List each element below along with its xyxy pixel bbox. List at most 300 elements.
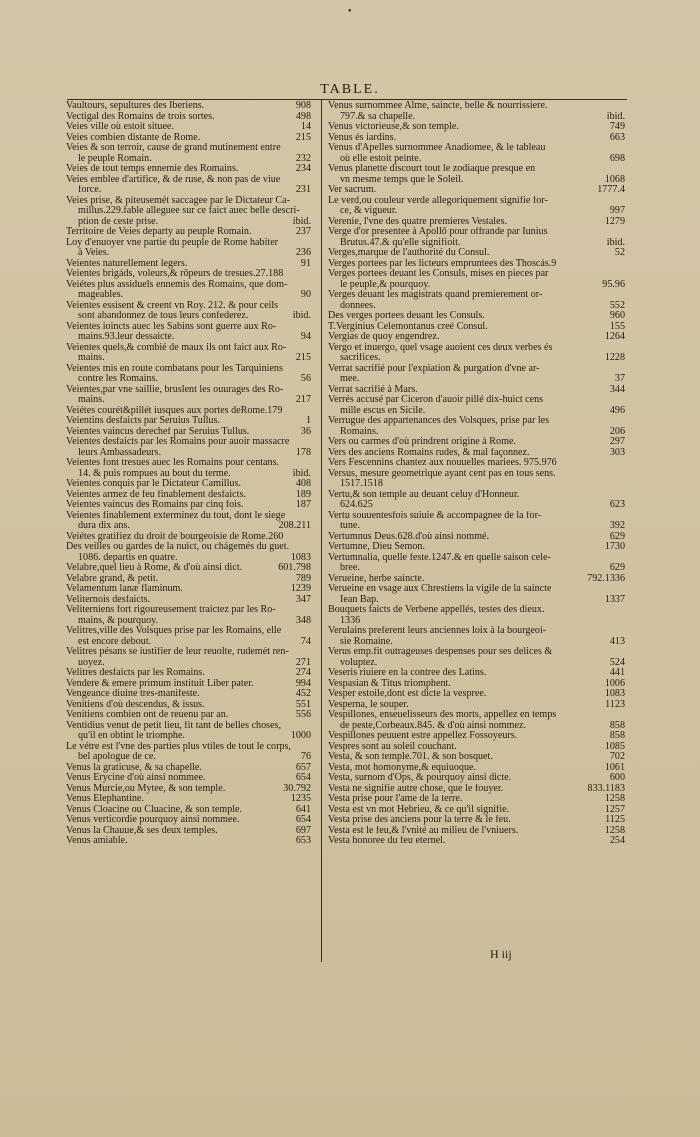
entry-line (328, 500, 625, 511)
entry-text: sacrifices. (340, 353, 381, 363)
entry-line (328, 311, 625, 322)
entry-text: Veientes,par vne saillie, bruslent les ouurages des Ro- (66, 384, 284, 395)
index-entry (66, 101, 311, 112)
entry-text: T.Verginius Celemontanus creé Consul. (328, 321, 488, 332)
entry-line (66, 563, 311, 574)
page-reference: 91 (300, 258, 311, 269)
entry-text: Veientins desfaicts par Seruius Tullus. (66, 416, 220, 426)
entry-text: Vergias de quoy engendrez. (328, 332, 440, 342)
page-reference: 997 (609, 206, 625, 216)
entry-text: où elle estoit peinte. (340, 153, 422, 164)
signature-mark: H iij (490, 947, 512, 961)
page-reference: 1235 (290, 794, 311, 804)
entry-text: vn mesme temps que le Soleil. (340, 174, 464, 185)
entry-line (66, 584, 311, 595)
entry-text: Veientes armez de feu finablement desfaicts. (66, 489, 246, 500)
page-reference: 1777.4 (597, 185, 625, 195)
page-reference: 858 (609, 720, 625, 731)
entry-text: Verenie, l'vne des quatre premieres Vestales. (328, 216, 508, 227)
entry-line (66, 227, 311, 238)
entry-text: sont abandonnez de tous leurs confederez. (78, 311, 249, 321)
page-reference: 994 (295, 678, 311, 689)
index-entry (66, 605, 311, 626)
entry-line (66, 374, 311, 385)
entry-text: Vesta prise des anciens pour la terre & le feu. (328, 815, 511, 825)
page-reference: 654 (295, 815, 311, 825)
index-entry (66, 143, 311, 164)
index-entry (66, 227, 311, 238)
entry-text: Venus la Chauue,& ses deux temples. (66, 825, 218, 836)
index-entry (66, 574, 311, 585)
page-reference: 1125 (605, 815, 625, 825)
page-reference: 208.211 (278, 521, 311, 531)
entry-text: Venitiens combien ont de reuenu par an. (66, 710, 229, 720)
index-entry (66, 112, 311, 123)
entry-text: Vectigal des Romains de trois sortes. (66, 111, 215, 122)
index-entry (66, 458, 311, 479)
page-reference: 1264 (604, 332, 625, 342)
entry-text: force. (78, 185, 102, 195)
index-entry (328, 196, 625, 217)
index-entry (328, 668, 625, 679)
entry-text: Vesta est le feu,& l'vnité au milieu de l'vniuers. (328, 825, 519, 836)
entry-line (328, 406, 625, 417)
page-reference: 496 (609, 405, 625, 416)
page-reference: 271 (295, 657, 311, 668)
entry-text: Versus, mesure geometrique ayant cent pas en tous sens. (328, 468, 556, 479)
entry-line (66, 364, 311, 375)
page-reference: 1123 (605, 699, 625, 710)
index-entry (66, 532, 311, 543)
entry-line (328, 196, 625, 207)
entry-text: Veientes finablement exterminez du tout, dont le siege (66, 510, 286, 521)
index-entry (66, 805, 311, 816)
entry-text: qu'il en obtint le triomphe. (78, 731, 185, 741)
entry-line (66, 185, 311, 196)
entry-text: Vesta prise pour l'ame de la terre. (328, 794, 463, 804)
column-divider (321, 100, 322, 962)
entry-line (66, 815, 311, 826)
entry-text: Venus Elephantine. (66, 794, 144, 804)
index-entry (66, 836, 311, 847)
entry-line (328, 122, 625, 133)
entry-text: Brutus.47.& qu'elle signifioit. (340, 237, 461, 248)
entry-line (66, 353, 311, 364)
entry-line (66, 511, 311, 522)
entry-text: Des verges portees deuant les Consuls. (328, 311, 485, 321)
page-reference: 858 (609, 731, 625, 741)
index-entry (328, 763, 625, 774)
index-entry (66, 700, 311, 711)
index-entry (66, 343, 311, 364)
index-entry (328, 332, 625, 343)
entry-text: Ver sacrum. (328, 185, 377, 195)
entry-line (66, 763, 311, 774)
entry-line (66, 721, 311, 732)
entry-line (66, 616, 311, 627)
index-entry (328, 311, 625, 322)
page-reference: 749 (609, 122, 625, 132)
page-reference: 629 (609, 563, 625, 573)
page-reference: 215 (295, 132, 311, 143)
page-reference: 231 (295, 185, 311, 195)
entry-line (66, 553, 311, 564)
entry-text: 624.625 (340, 500, 373, 510)
entry-line (328, 427, 625, 438)
entry-text: dura dix ans. (78, 521, 130, 531)
entry-text: Venitiens d'où descendus, & issus. (66, 699, 205, 710)
entry-text: Vendere & emere primum instituit Liber pater. (66, 678, 254, 689)
index-entry (328, 511, 625, 532)
entry-line (328, 101, 625, 112)
entry-text: Venus amiable. (66, 836, 128, 846)
entry-text: Des veilles ou gardes de la nuict, ou chágemés du guet. (66, 542, 290, 552)
entry-text: Veliterniens fort rigoureusement traictez par les Ro- (66, 605, 276, 615)
entry-line (66, 469, 311, 480)
entry-line (328, 206, 625, 217)
entry-text: Velitres pésans se iustifier de leur reuolte, rudemét ren- (66, 647, 289, 657)
page-reference: 74 (300, 636, 311, 647)
entry-line (328, 731, 625, 742)
entry-line (328, 374, 625, 385)
page-reference: 392 (609, 521, 625, 531)
entry-line (66, 238, 311, 249)
entry-line (66, 773, 311, 784)
entry-line (66, 647, 311, 658)
entry-text: 1086. departis en quatre. (78, 552, 178, 563)
entry-text: ce, & vigueur. (340, 206, 398, 216)
entry-line (66, 731, 311, 742)
entry-line (328, 511, 625, 522)
index-entry (66, 542, 311, 563)
entry-text: Vespres sont au soleil couchant. (328, 741, 457, 752)
page-reference: 702 (609, 752, 625, 762)
entry-text: Venus verticordie pourquoy ainsi nommee. (66, 815, 240, 825)
entry-line (66, 280, 311, 291)
page-reference: 1083 (604, 689, 625, 699)
page-reference: 215 (295, 353, 311, 363)
entry-text: Verrat sacrifié pour l'expiation & purgation d'vne ar- (328, 363, 540, 374)
entry-text: Verulains preferent leurs anciennes loix à la bourgeoi- (328, 626, 547, 636)
entry-text: Verges portees par les licteurs empruntees des Thoscás.9 (328, 258, 557, 269)
index-entry (66, 416, 311, 427)
entry-line (66, 133, 311, 144)
entry-line (328, 259, 625, 270)
entry-line (328, 815, 625, 826)
entry-text: Verrat sacrifié à Mars. (328, 384, 418, 395)
entry-text: est encore debout. (78, 636, 152, 647)
entry-line (328, 343, 625, 354)
entry-text: Vertumnalia, quelle feste.1247.& en quelle saison cele- (328, 552, 551, 563)
entry-text: Veientes ioincts auec les Sabins sont guerre aux Ro- (66, 321, 277, 332)
page-mark: • (348, 6, 352, 17)
entry-line (328, 689, 625, 700)
index-entry (328, 143, 625, 164)
entry-line (328, 143, 625, 154)
page-reference: 36 (300, 426, 311, 437)
index-column-left (66, 101, 311, 847)
page-reference: 232 (295, 153, 311, 164)
entry-line (66, 112, 311, 123)
entry-text: Le vétre est l'vne des parties plus vtiles de tout le corps, (66, 741, 291, 752)
entry-line (66, 175, 311, 186)
page-reference: 960 (609, 311, 625, 321)
entry-text: leurs Ambassadeurs. (78, 447, 161, 458)
entry-line (328, 437, 625, 448)
entry-text: 14. & puis rompues au bout du terme. (78, 468, 231, 479)
entry-text: millus.229.fable alleguee sur ce faict auec belle descri- (78, 206, 300, 216)
page-reference: 1258 (604, 825, 625, 836)
page-reference: 654 (295, 773, 311, 783)
entry-text: Ventidius venut de petit lieu, fit tant de belles choses, (66, 720, 282, 731)
index-entry (328, 532, 625, 543)
entry-line (66, 637, 311, 648)
entry-line (328, 238, 625, 249)
page-reference: 601.798 (278, 563, 311, 573)
entry-text: Vergo et inuergo, quel vsage auoient ces deux verbes és (328, 342, 553, 353)
page-reference: 274 (295, 668, 311, 678)
entry-line (66, 416, 311, 427)
page-reference: 206 (609, 426, 625, 437)
index-entry (66, 500, 311, 511)
entry-line (328, 458, 625, 469)
entry-text: 1336 (340, 615, 361, 626)
entry-line (66, 259, 311, 270)
entry-text: voluptez. (340, 657, 378, 668)
entry-line (328, 112, 625, 123)
page-reference: 1 (305, 416, 311, 426)
entry-line (66, 332, 311, 343)
index-entry (328, 836, 625, 847)
page-reference: 76 (300, 752, 311, 762)
entry-text: Vesta, surnom d'Ops, & pourquoy ainsi dicte. (328, 773, 512, 783)
index-entry (328, 752, 625, 763)
entry-line (66, 836, 311, 847)
page-reference: 1068 (604, 174, 625, 185)
entry-line (66, 532, 311, 543)
index-entry (66, 595, 311, 606)
index-entry (66, 710, 311, 721)
entry-line (328, 490, 625, 501)
page-reference: 641 (295, 804, 311, 815)
entry-text: uoyez. (78, 657, 105, 668)
entry-line (66, 406, 311, 417)
entry-text: Veies & son terroir, cause de grand mutinement entre (66, 143, 281, 153)
entry-line (328, 805, 625, 816)
index-entry (328, 385, 625, 396)
entry-text: sie Romaine. (340, 636, 393, 647)
entry-line (328, 658, 625, 669)
page-reference: 52 (614, 248, 625, 258)
index-entry (66, 437, 311, 458)
entry-text: Vesper estoile,dont est dicte la vespree. (328, 689, 487, 699)
entry-line (328, 794, 625, 805)
entry-text: Velabre grand, & petit. (66, 573, 159, 584)
page-reference: 37 (614, 374, 625, 384)
entry-text: Vesta, mot homonyme,& equiuoque. (328, 762, 477, 773)
index-entry (328, 395, 625, 416)
entry-text: Verge d'or presentee à Apollō pour offrande par Iunius (328, 227, 548, 237)
page-reference: 1061 (604, 762, 625, 773)
page-reference: 524 (609, 657, 625, 668)
index-entry (66, 427, 311, 438)
entry-line (328, 679, 625, 690)
entry-line (66, 605, 311, 616)
entry-text: le peuple,& pourquoy. (340, 279, 431, 290)
index-entry (328, 773, 625, 784)
entry-text: Le verd,ou couleur verde allegoriquement signifie for- (328, 195, 548, 206)
entry-text: Venus és iardins. (328, 132, 397, 143)
entry-line (328, 301, 625, 312)
entry-line (66, 521, 311, 532)
entry-line (328, 269, 625, 280)
index-entry (66, 301, 311, 322)
entry-line (66, 658, 311, 669)
page-reference: ibid. (606, 237, 625, 248)
entry-text: le peuple Romain. (78, 153, 152, 164)
page-reference: ibid. (606, 111, 625, 122)
entry-text: de peste,Corbeaux.845. & d'où ainsi nommez. (340, 720, 526, 731)
entry-text: Veies ville où estoit situee. (66, 122, 174, 132)
index-entry (328, 448, 625, 459)
entry-line (66, 437, 311, 448)
page-reference: 1239 (290, 584, 311, 594)
entry-text: Verus emp.fit outrageuses despenses pour ses delices & (328, 647, 553, 657)
header-rule (67, 99, 627, 100)
page-reference: 413 (609, 636, 625, 647)
index-entry (328, 784, 625, 795)
entry-text: Vesta ne signifie autre chose, que le fouyer. (328, 783, 504, 794)
page-reference: 234 (295, 164, 311, 174)
entry-text: Venus planette discourt tout le zodiaque presque en (328, 164, 536, 174)
entry-line (328, 416, 625, 427)
entry-text: Vesta, & son temple.701. & son bosquet. (328, 752, 493, 762)
entry-line (66, 700, 311, 711)
entry-line (66, 143, 311, 154)
index-entry (66, 164, 311, 175)
entry-text: Venus victorieuse,& son temple. (328, 122, 459, 132)
page-reference: 56 (300, 374, 311, 384)
index-entry (66, 815, 311, 826)
index-entry (328, 542, 625, 553)
page-reference: ibid. (292, 468, 311, 479)
entry-text: bree. (340, 563, 360, 573)
page-reference: ibid. (292, 311, 311, 321)
entry-line (328, 385, 625, 396)
entry-line (328, 164, 625, 175)
page-reference: 1000 (290, 731, 311, 741)
entry-text: tune. (340, 521, 360, 531)
entry-line (66, 595, 311, 606)
entry-text: Veiétes plus assiduels ennemis des Romains, que dom- (66, 279, 288, 290)
entry-line (328, 185, 625, 196)
entry-line (66, 206, 311, 217)
page-reference: 1279 (604, 216, 625, 227)
entry-line (66, 752, 311, 763)
page-reference: 303 (609, 447, 625, 458)
entry-line (66, 689, 311, 700)
index-entry (328, 437, 625, 448)
entry-line (328, 668, 625, 679)
entry-line (328, 595, 625, 606)
entry-text: Veseris riuiere en la contree des Latins. (328, 668, 487, 678)
page-reference: 1258 (604, 794, 625, 804)
index-entry (328, 416, 625, 437)
entry-line (66, 574, 311, 585)
entry-line (328, 836, 625, 847)
entry-text: Veies emblee d'artifice, & de ruse, & non pas de viue (66, 174, 281, 185)
index-entry (328, 217, 625, 228)
index-entry (328, 185, 625, 196)
entry-line (328, 773, 625, 784)
entry-line (328, 763, 625, 774)
entry-text: Vaultours, sepultures des Iberiens. (66, 101, 205, 111)
entry-text: Veies prise, & piteusemét saccagee par le Dictateur Ca- (66, 195, 290, 206)
entry-line (328, 175, 625, 186)
index-entry (66, 269, 311, 280)
entry-line (328, 217, 625, 228)
page-reference: 789 (295, 573, 311, 584)
page-reference: 14 (300, 122, 311, 132)
entry-text: Venus d'Apelles surnommee Anadiomee, & le tableau (328, 143, 546, 153)
entry-text: ption de ceste prise. (78, 216, 159, 227)
entry-line (66, 269, 311, 280)
page-reference: 498 (295, 111, 311, 122)
entry-text: Verueine en vsage aux Chrestiens la vigile de la saincte (328, 584, 552, 594)
index-entry (66, 406, 311, 417)
index-entry (328, 647, 625, 668)
entry-line (66, 448, 311, 459)
index-entry (328, 626, 625, 647)
entry-line (66, 784, 311, 795)
index-column-right (328, 101, 625, 847)
index-entry (66, 322, 311, 343)
entry-text: Vertu souuentesfois suiuie & accompagnee de la for- (328, 510, 542, 521)
page-reference: ibid. (292, 216, 311, 227)
entry-line (328, 752, 625, 763)
index-entry (66, 122, 311, 133)
entry-text: donnees. (340, 300, 376, 311)
entry-line (66, 290, 311, 301)
page-reference: 237 (295, 227, 311, 237)
page-reference: 1083 (290, 552, 311, 563)
entry-line (328, 322, 625, 333)
entry-line (66, 343, 311, 354)
entry-text: Veientes mis en route combatans pour les Tarquiniens (66, 363, 283, 374)
index-entry (328, 689, 625, 700)
entry-line (66, 542, 311, 553)
entry-text: Veientes essisent & creent vn Roy. 212. & pour ceils (66, 300, 279, 311)
entry-text: mille escus en Sicile. (340, 405, 426, 416)
page-reference: 189 (295, 489, 311, 500)
entry-line (328, 637, 625, 648)
entry-line (328, 647, 625, 658)
page-reference: 600 (609, 773, 625, 783)
page-reference: 792.1336 (587, 573, 625, 584)
entry-text: Romains. (340, 426, 379, 437)
entry-text: Veientes quels,& combié de maux ils ont faict aux Ro- (66, 342, 287, 353)
entry-text: Vertumne, Dieu Semon. (328, 542, 425, 552)
entry-text: Verrugue des appartenances des Volsques, prise par les (328, 416, 550, 426)
entry-line (66, 311, 311, 322)
entry-text: Veientes vaincus des Romains par cinq fois. (66, 500, 244, 510)
index-entry (66, 773, 311, 784)
page-reference: 653 (295, 836, 311, 846)
page-reference: 94 (300, 332, 311, 342)
entry-line (66, 679, 311, 690)
page-reference: 833.1183 (587, 783, 625, 794)
index-entry (66, 511, 311, 532)
